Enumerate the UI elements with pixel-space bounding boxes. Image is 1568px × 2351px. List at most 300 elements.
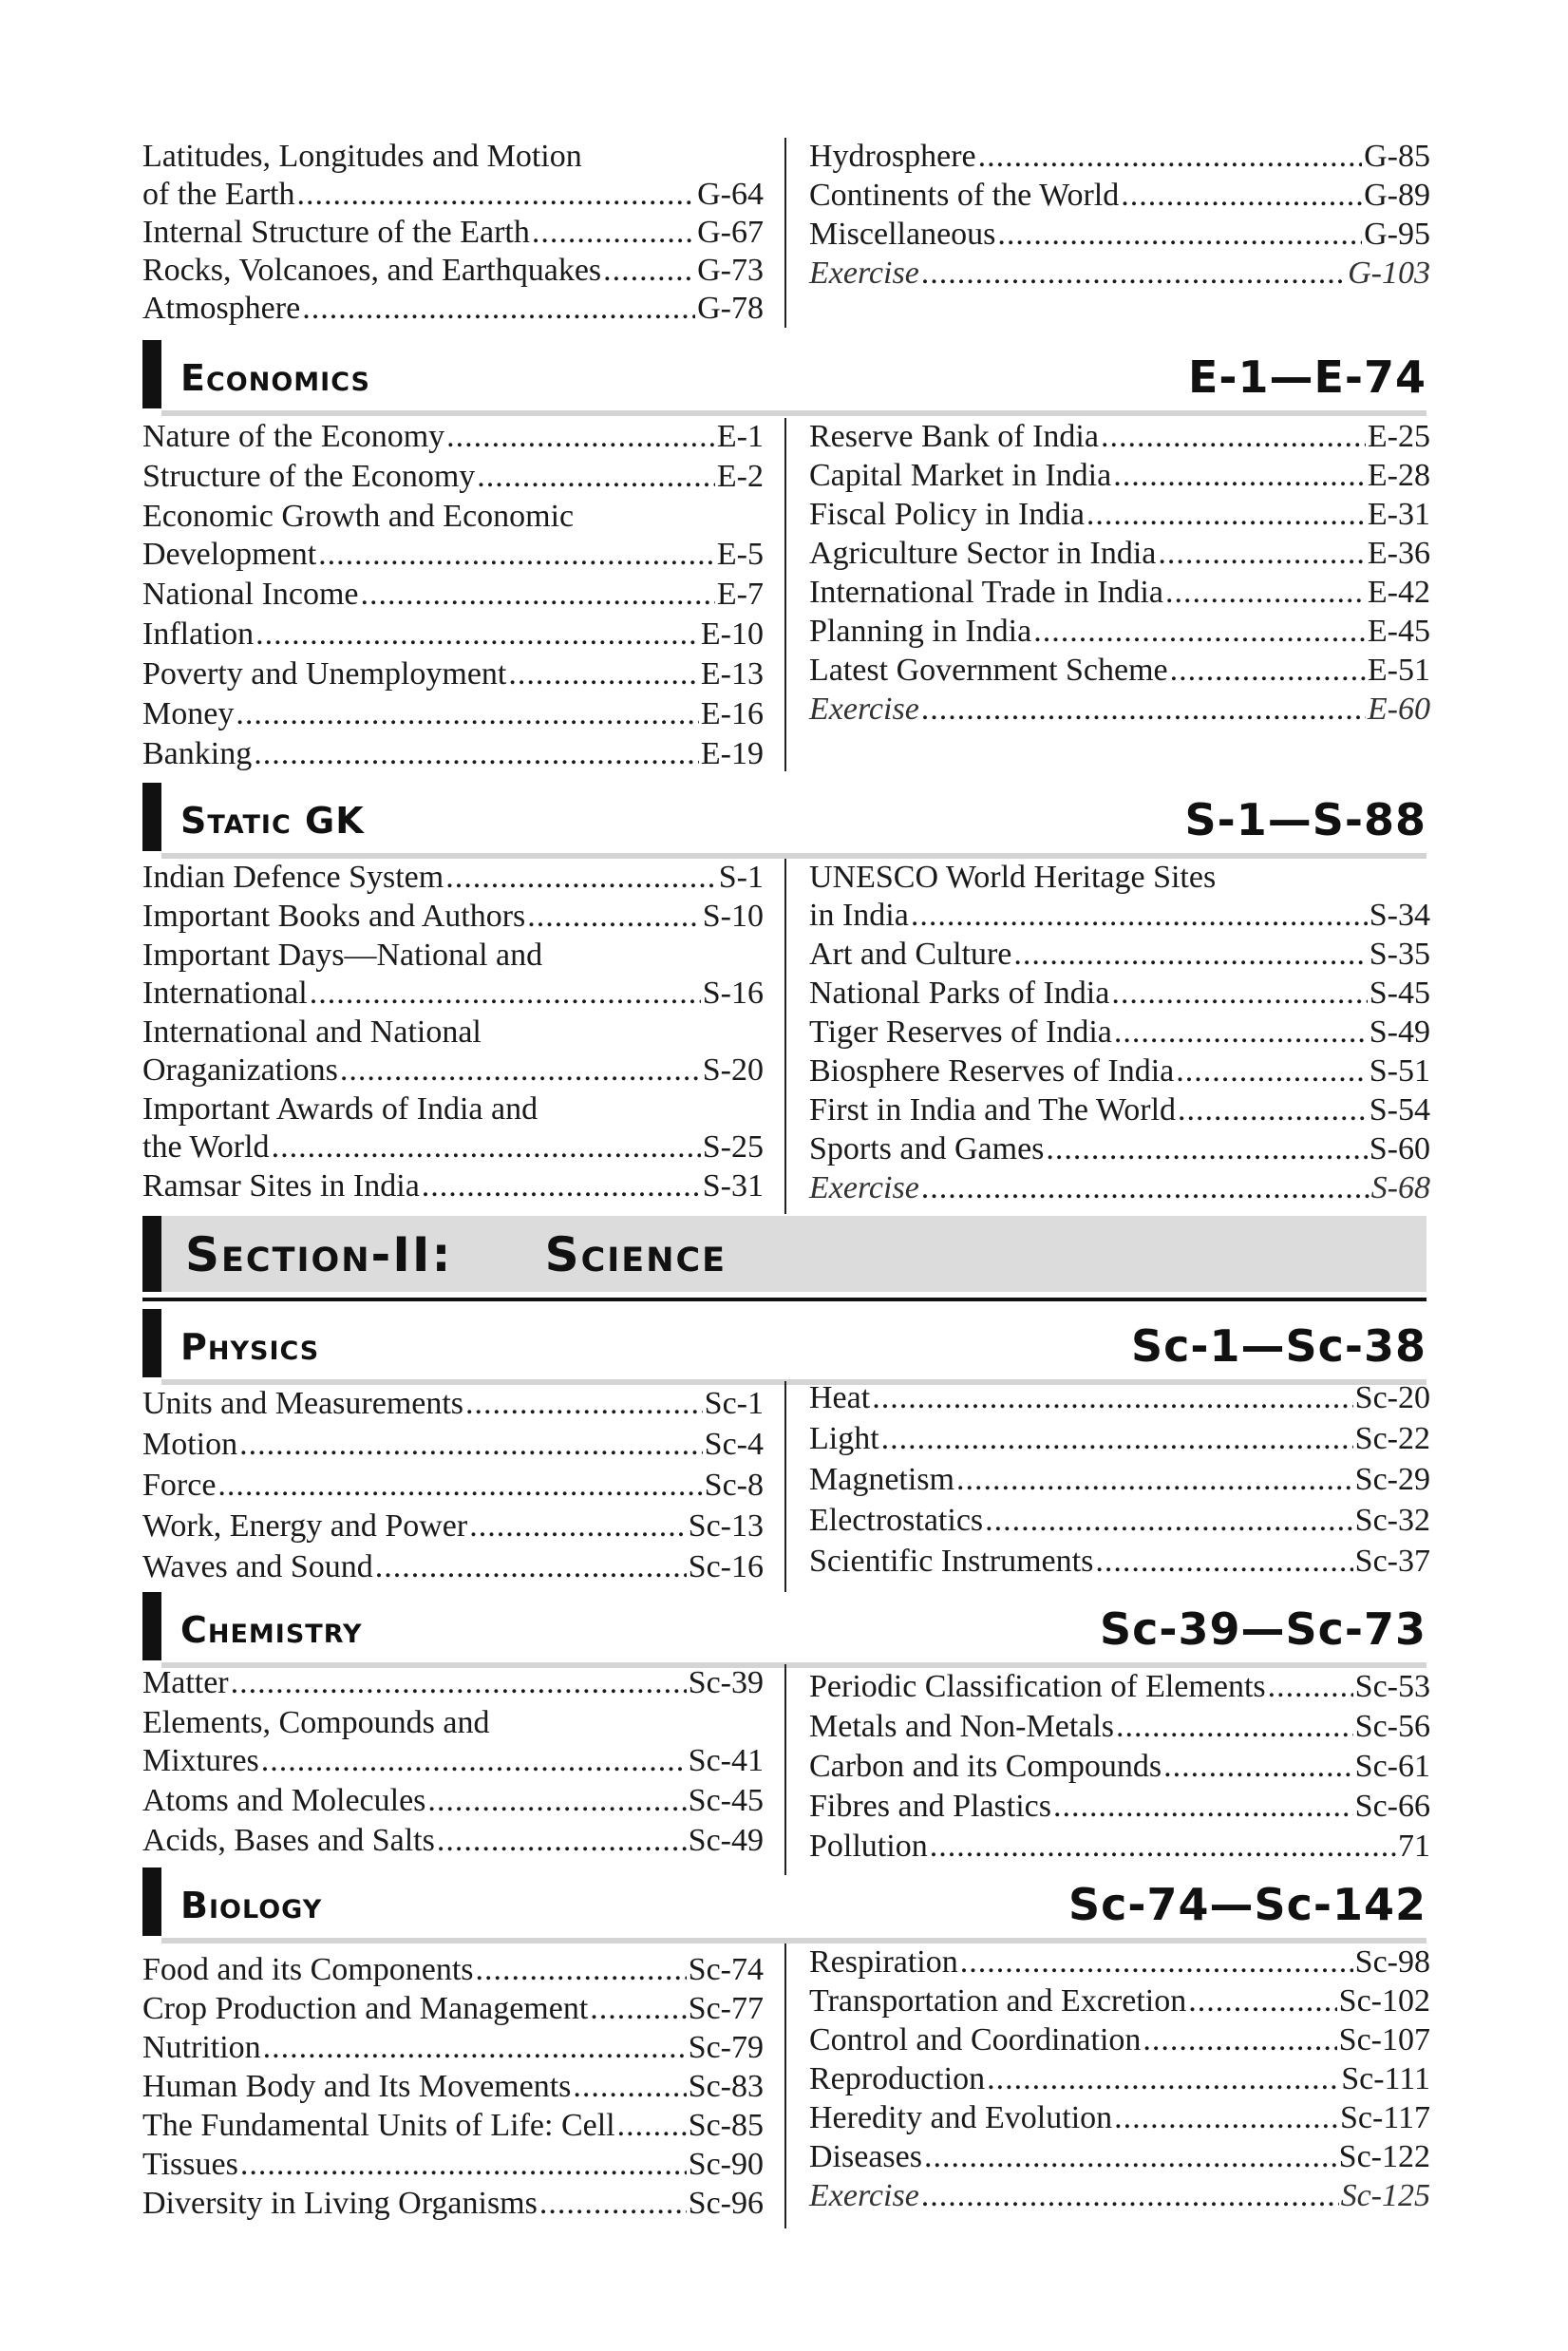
entry-row	[142, 1052, 764, 1090]
entry-row	[142, 1467, 764, 1505]
entry-page-number: Sc-111	[1341, 2061, 1430, 2096]
entry-title: National Parks of India	[809, 976, 1110, 1011]
entry-title: Diseases	[809, 2139, 922, 2174]
dot-leader	[539, 2185, 687, 2223]
toc-entry	[142, 2185, 764, 2223]
toc-entry	[142, 1990, 764, 2028]
dot-leader	[445, 859, 717, 897]
entry-page-number: S-10	[702, 899, 764, 934]
entry-page-number: Sc-8	[704, 1468, 764, 1503]
entry-row	[809, 975, 1430, 1013]
entry-row	[142, 576, 764, 614]
entry-title: Light	[809, 1421, 879, 1456]
entry-title: in India	[809, 898, 909, 933]
entry-title: International Trade in India	[809, 575, 1163, 610]
toc-entry	[809, 1502, 1430, 1540]
dot-leader	[261, 1742, 687, 1780]
dot-leader	[272, 1128, 701, 1166]
entry-title: Mixtures	[142, 1743, 259, 1778]
entry-page-number: Sc-83	[688, 2069, 764, 2104]
entry-row	[809, 418, 1430, 456]
entry-page-number: Sc-96	[688, 2186, 764, 2221]
heading-rule	[161, 410, 1426, 416]
entry-row	[809, 1014, 1430, 1052]
entry-page-number: S-45	[1369, 976, 1430, 1011]
entry-title: Units and Measurements	[142, 1386, 464, 1421]
dot-leader	[985, 1502, 1353, 1540]
entry-page-number: S-35	[1369, 937, 1430, 972]
entry-title: Food and its Components	[142, 1952, 474, 1987]
toc-entry	[142, 458, 764, 496]
entry-title: Tissues	[142, 2147, 238, 2182]
toc-entry	[142, 1167, 764, 1205]
entry-row	[142, 2029, 764, 2067]
heading-page-range: Sc-74—Sc-142	[1067, 1879, 1426, 1930]
toc-entry	[142, 616, 764, 654]
dot-leader	[1033, 613, 1366, 651]
dot-leader	[881, 1420, 1353, 1458]
entry-row	[809, 1461, 1430, 1499]
dot-leader	[469, 1507, 686, 1545]
entry-row	[142, 975, 764, 1013]
entry-page-number: S-60	[1369, 1131, 1430, 1166]
entry-title: International	[142, 976, 308, 1011]
entry-title: Indian Defence System	[142, 860, 444, 895]
toc-entry	[809, 613, 1430, 651]
entry-title: Poverty and Unemployment	[142, 656, 507, 692]
entry-page-number: Sc-85	[688, 2108, 764, 2143]
toc-entry	[142, 1548, 764, 1586]
toc-entry	[142, 290, 764, 328]
entry-title: the World	[142, 1129, 270, 1165]
entry-page-number: G-103	[1348, 256, 1430, 291]
entry-page-number: Sc-20	[1354, 1380, 1430, 1415]
entry-row	[809, 691, 1430, 729]
entry-title: Diversity in Living Organisms	[142, 2186, 538, 2221]
entry-row	[142, 1664, 764, 1702]
entry-row	[809, 496, 1430, 534]
dot-leader	[361, 576, 715, 614]
toc-entry	[809, 457, 1430, 495]
heading-page-range: Sc-1—Sc-38	[1131, 1320, 1426, 1372]
entry-title: Art and Culture	[809, 937, 1012, 972]
entry-page-number: Sc-22	[1354, 1421, 1430, 1456]
toc-entry	[142, 937, 764, 1013]
entry-page-number: Sc-61	[1354, 1749, 1430, 1784]
dot-leader	[302, 290, 695, 328]
toc-entry	[142, 1385, 764, 1423]
dot-leader	[911, 897, 1368, 935]
dot-leader	[921, 255, 1346, 293]
entry-row	[142, 536, 764, 574]
dot-leader	[1114, 1014, 1368, 1052]
entry-row	[142, 1128, 764, 1166]
entry-title: Biosphere Reserves of India	[809, 1053, 1175, 1089]
toc-entry	[809, 535, 1430, 573]
entry-page-number: Sc-122	[1338, 2139, 1430, 2174]
entry-page-number: Sc-107	[1338, 2022, 1430, 2057]
toc-entry	[809, 2021, 1430, 2059]
toc-entry	[142, 695, 764, 733]
entry-title: Internal Structure of the Earth	[142, 215, 530, 250]
toc-entry	[809, 138, 1430, 176]
entry-title: Metals and Non-Metals	[809, 1709, 1115, 1744]
entry-row	[142, 1548, 764, 1586]
entry-title-line: International and National	[142, 1014, 482, 1050]
entry-title: National Income	[142, 577, 359, 612]
entry-title: Respiration	[809, 1944, 958, 1980]
entry-title: Atmosphere	[142, 291, 301, 326]
entry-page-number: S-51	[1369, 1053, 1430, 1089]
entry-page-number: G-64	[697, 177, 764, 212]
entry-row	[142, 1951, 764, 1989]
entry-page-number: Sc-49	[688, 1823, 764, 1858]
entry-row	[809, 1169, 1430, 1207]
entry-row	[142, 176, 764, 214]
entry-title: Nutrition	[142, 2030, 261, 2065]
entry-row	[809, 2021, 1430, 2059]
heading-title: Biology	[180, 1885, 323, 1926]
dot-leader	[573, 2068, 686, 2106]
entry-page-number: Sc-56	[1354, 1709, 1430, 1744]
entry-title: Electrostatics	[809, 1503, 984, 1538]
static-gk-entries	[142, 859, 1430, 1210]
entry-page-number: Sc-117	[1339, 2100, 1430, 2135]
entry-row	[809, 1420, 1430, 1458]
entry-page-number: E-13	[700, 656, 764, 692]
entry-page-number: S-16	[702, 976, 764, 1011]
entry-title: Capital Market in India	[809, 458, 1112, 493]
dot-leader	[617, 2107, 687, 2145]
dot-leader	[297, 176, 696, 214]
entry-title: of the Earth	[142, 177, 295, 212]
entry-page-number: Sc-13	[688, 1508, 764, 1544]
dot-leader	[427, 1782, 686, 1820]
entry-title-line: Important Awards of India and	[142, 1091, 538, 1127]
entry-title: Fiscal Policy in India	[809, 497, 1085, 532]
entry-title-line: Latitudes, Longitudes and Motion	[142, 139, 582, 174]
entry-title: Oraganizations	[142, 1052, 338, 1088]
toc-entry	[142, 2107, 764, 2145]
entry-title: Scientific Instruments	[809, 1544, 1094, 1579]
entry-page-number: E-28	[1367, 458, 1430, 493]
dot-leader	[240, 2146, 687, 2184]
toc-entry	[809, 1982, 1430, 2020]
entry-title: Reproduction	[809, 2061, 986, 2096]
entry-page-number: S-49	[1369, 1014, 1430, 1050]
dot-leader	[1188, 1982, 1336, 2020]
toc-entry	[809, 1788, 1430, 1826]
section-subject: Science	[544, 1227, 727, 1282]
entry-page-number: G-89	[1364, 178, 1430, 213]
entry-row	[809, 1668, 1430, 1706]
section-label: Section-II:	[185, 1227, 453, 1282]
entry-row	[809, 535, 1430, 573]
dot-leader	[446, 418, 715, 456]
dot-leader	[375, 1548, 687, 1586]
entry-page-number: G-95	[1364, 217, 1430, 252]
dot-leader	[960, 1943, 1353, 1981]
dot-leader	[1178, 1091, 1368, 1129]
entry-page-number: G-85	[1364, 139, 1430, 174]
entry-title: Development	[142, 537, 317, 572]
entry-row	[809, 1982, 1430, 2020]
toc-entry	[142, 655, 764, 693]
dot-leader	[924, 2138, 1337, 2176]
toc-entry	[809, 1379, 1430, 1417]
entry-row	[809, 574, 1430, 612]
entry-title: Pollution	[809, 1829, 928, 1864]
toc-entry	[809, 1461, 1430, 1499]
dot-leader	[1101, 418, 1366, 456]
entry-page-number: 71	[1398, 1829, 1430, 1864]
entry-row	[142, 2185, 764, 2223]
dot-leader	[590, 1990, 686, 2028]
toc-entry	[809, 859, 1430, 935]
entry-page-number: E-19	[700, 736, 764, 771]
dot-leader	[1158, 535, 1366, 573]
dot-leader	[921, 1169, 1370, 1207]
entry-page-number: G-67	[697, 215, 764, 250]
dot-leader	[1046, 1130, 1367, 1168]
dot-leader	[1013, 936, 1367, 974]
entry-row	[142, 695, 764, 733]
entry-row	[809, 897, 1430, 935]
dot-leader	[231, 1664, 687, 1702]
toc-entry	[809, 255, 1430, 293]
toc-entry	[142, 1467, 764, 1505]
entry-title: Agriculture Sector in India	[809, 536, 1157, 571]
entry-title: Transportation and Excretion	[809, 1983, 1187, 2019]
economics-heading	[142, 334, 1426, 408]
toc-entry	[809, 1943, 1430, 1981]
dot-leader	[1176, 1052, 1367, 1090]
entry-row	[142, 1507, 764, 1545]
column-divider	[784, 1381, 786, 1592]
dot-leader	[978, 138, 1362, 176]
entry-page-number: Sc-102	[1338, 1983, 1430, 2019]
entry-title: Work, Energy and Power	[142, 1508, 468, 1544]
physics-heading	[142, 1303, 1426, 1377]
heading-bar	[142, 783, 161, 851]
toc-entry	[142, 252, 764, 290]
dot-leader	[1143, 2021, 1336, 2059]
entry-page-number: Sc-53	[1354, 1669, 1430, 1704]
dot-leader	[477, 458, 715, 496]
entry-row	[809, 1708, 1430, 1746]
dot-leader	[1111, 975, 1367, 1013]
entry-title: Miscellaneous	[809, 217, 996, 252]
entry-page-number: E-25	[1367, 419, 1430, 454]
dot-leader	[527, 898, 701, 936]
dot-leader	[1053, 1788, 1353, 1826]
entry-title: Exercise	[809, 256, 919, 291]
column-divider	[784, 1943, 786, 2228]
toc-entry	[809, 2177, 1430, 2215]
entry-page-number: S-25	[702, 1129, 764, 1165]
toc-entry	[809, 418, 1430, 456]
toc-entry	[809, 177, 1430, 215]
entry-page-number: S-1	[718, 860, 764, 895]
heading-bar	[142, 1592, 161, 1660]
heading-title: Physics	[180, 1326, 320, 1368]
toc-entry	[809, 1668, 1430, 1706]
entry-row	[142, 1742, 764, 1780]
dot-leader	[254, 735, 699, 773]
toc-entry	[142, 1822, 764, 1860]
entry-title: Planning in India	[809, 614, 1032, 649]
dot-leader	[987, 2060, 1339, 2098]
section-banner	[142, 1216, 1426, 1292]
entry-title: Control and Coordination	[809, 2022, 1142, 2057]
heading-bar	[142, 340, 161, 408]
entry-page-number: S-20	[702, 1052, 764, 1088]
entry-row	[142, 859, 764, 897]
entry-page-number: Sc-74	[688, 1952, 764, 1987]
heading-bar	[142, 1309, 161, 1377]
dot-leader	[956, 1461, 1353, 1499]
entry-title: Exercise	[809, 692, 919, 727]
entry-title: Latest Government Scheme	[809, 653, 1168, 688]
entry-title: Crop Production and Management	[142, 1991, 589, 2026]
entry-page-number: Sc-79	[688, 2030, 764, 2065]
entry-row	[809, 1788, 1430, 1826]
entry-page-number: Sc-41	[688, 1743, 764, 1778]
entry-row	[142, 616, 764, 654]
dot-leader	[255, 616, 699, 654]
entry-row	[142, 2068, 764, 2106]
entry-page-number: Sc-39	[688, 1665, 764, 1700]
entry-page-number: G-78	[697, 291, 764, 326]
toc-entry	[809, 2099, 1430, 2137]
entry-row	[142, 1990, 764, 2028]
entry-page-number: Sc-16	[688, 1549, 764, 1584]
entry-title: Heat	[809, 1380, 871, 1415]
toc-entry	[142, 2146, 764, 2184]
entry-page-number: Sc-29	[1354, 1462, 1430, 1497]
dot-leader	[508, 655, 699, 693]
entry-row	[142, 735, 764, 773]
entry-title-line: UNESCO World Heritage Sites	[809, 860, 1217, 895]
toc-entry	[809, 1420, 1430, 1458]
entry-row	[142, 898, 764, 936]
toc-entry	[809, 574, 1430, 612]
entry-page-number: Sc-32	[1354, 1503, 1430, 1538]
toc-entry	[809, 1748, 1430, 1786]
heading-title: Static GK	[180, 800, 365, 842]
entry-page-number: S-54	[1369, 1092, 1430, 1128]
entry-title: Acids, Bases and Salts	[142, 1823, 435, 1858]
dot-leader	[422, 1167, 701, 1205]
entry-title: Waves and Sound	[142, 1549, 373, 1584]
dot-leader	[239, 1426, 703, 1464]
dot-leader	[465, 1385, 703, 1423]
chemistry-entries	[142, 1664, 1430, 1883]
entry-row	[809, 1543, 1430, 1581]
entry-page-number: E-42	[1367, 575, 1430, 610]
entry-row	[809, 1828, 1430, 1866]
entry-row	[809, 613, 1430, 651]
dot-leader	[930, 1828, 1396, 1866]
entry-page-number: Sc-1	[704, 1386, 764, 1421]
entry-page-number: E-2	[716, 459, 764, 494]
dot-leader	[921, 2177, 1339, 2215]
dot-leader	[1268, 1668, 1353, 1706]
entry-title: Money	[142, 696, 235, 731]
toc-entry	[809, 1052, 1430, 1090]
entry-title: Exercise	[809, 2178, 919, 2213]
economics-entries	[142, 418, 1430, 779]
dot-leader	[476, 1951, 687, 1989]
entry-row	[142, 655, 764, 693]
toc-entry	[142, 1426, 764, 1464]
entry-title: Fibres and Plastics	[809, 1789, 1051, 1824]
dot-leader	[310, 975, 701, 1013]
entry-page-number: E-7	[716, 577, 764, 612]
static-gk-heading	[142, 777, 1426, 851]
entry-page-number: E-60	[1367, 692, 1430, 727]
dot-leader	[532, 214, 695, 252]
entry-row	[809, 457, 1430, 495]
entry-page-number: G-73	[697, 253, 764, 288]
entry-row	[142, 1167, 764, 1205]
toc-entry	[142, 859, 764, 897]
toc-entry	[142, 418, 764, 456]
entry-row	[809, 1052, 1430, 1090]
entry-title: Tiger Reserves of India	[809, 1014, 1112, 1050]
entry-title-line: Economic Growth and Economic	[142, 499, 575, 534]
entry-row	[809, 138, 1430, 176]
dot-leader	[997, 216, 1362, 254]
heading-page-range: S-1—S-88	[1184, 794, 1426, 845]
toc-entry	[142, 138, 764, 214]
entry-page-number: E-45	[1367, 614, 1430, 649]
toc-entry	[142, 576, 764, 614]
entry-title-line: Important Days—National and	[142, 938, 543, 973]
entry-row	[142, 1426, 764, 1464]
dot-leader	[236, 695, 699, 733]
heading-page-range: E-1—E-74	[1187, 351, 1426, 403]
physics-entries	[142, 1380, 1430, 1600]
entry-row	[142, 418, 764, 456]
entry-row	[809, 652, 1430, 690]
entry-row	[809, 1943, 1430, 1981]
entry-title: Sports and Games	[809, 1131, 1045, 1166]
entry-row	[142, 214, 764, 252]
toc-entry	[809, 2060, 1430, 2098]
toc-entry	[142, 1090, 764, 1166]
dot-leader	[1121, 177, 1362, 215]
entry-title: First in India and The World	[809, 1092, 1177, 1128]
dot-leader	[1095, 1543, 1352, 1581]
toc-entry	[142, 498, 764, 574]
toc-entry	[809, 1708, 1430, 1746]
entry-row	[809, 1748, 1430, 1786]
heading-page-range: Sc-39—Sc-73	[1099, 1603, 1426, 1655]
toc-entry	[809, 1130, 1430, 1168]
entry-row	[142, 458, 764, 496]
dot-leader	[1170, 652, 1366, 690]
entry-row	[142, 252, 764, 290]
entry-row	[809, 177, 1430, 215]
entry-row	[809, 936, 1430, 974]
entry-row	[809, 2060, 1430, 2098]
entry-row	[142, 1782, 764, 1820]
heading-title: Chemistry	[180, 1609, 363, 1651]
entry-title: The Fundamental Units of Life: Cell	[142, 2108, 615, 2143]
entry-page-number: S-31	[702, 1168, 764, 1204]
dot-leader	[1114, 2099, 1338, 2137]
